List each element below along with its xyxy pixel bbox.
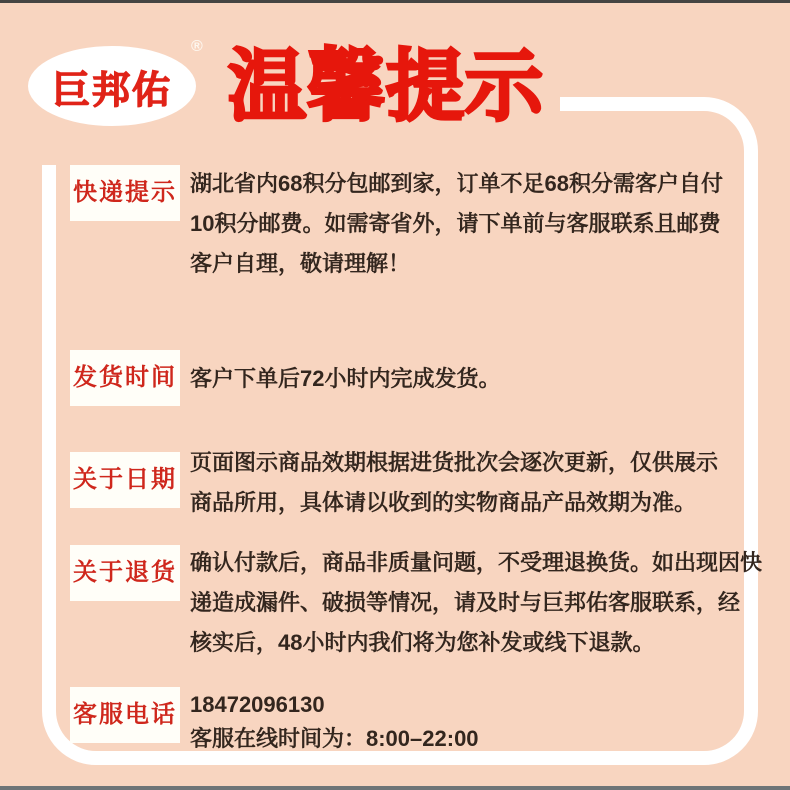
- photo-edge-bottom: [0, 786, 790, 790]
- content-line: 递造成漏件、破损等情况，请及时与巨邦佑客服联系，经: [190, 590, 741, 615]
- section-label: 快递提示: [70, 165, 180, 221]
- section-label: 客服电话: [70, 687, 180, 743]
- section-label: 关于日期: [70, 452, 180, 508]
- section-content: [190, 543, 770, 663]
- content-line: 页面图示商品效期根据进货批次会逐次更新，仅供展示: [190, 450, 719, 475]
- section-content: [190, 688, 770, 756]
- page-title: 温馨提示: [228, 42, 545, 130]
- brand-name: 巨邦佑: [51, 69, 172, 112]
- section-label: 关于退货: [70, 545, 180, 601]
- content-line: 客户自理，敬请理解！: [190, 251, 411, 276]
- content-line: 客户下单后72小时内完成发货。: [190, 366, 501, 391]
- phone-number: 18472096130: [190, 692, 325, 717]
- section-content: [190, 359, 770, 399]
- content-line: 湖北省内68积分包邮到家，订单不足68积分需客户自付: [190, 171, 723, 196]
- section-label: 发货时间: [70, 350, 180, 406]
- section-content: [190, 164, 770, 284]
- registered-trademark-icon: ®: [191, 38, 203, 55]
- content-line: 商品所用，具体请以收到的实物商品产品效期为准。: [190, 490, 697, 515]
- content-line: 10积分邮费。如需寄省外，请下单前与客服联系且邮费: [190, 211, 721, 236]
- service-hours: 客服在线时间为：8:00–22:00: [190, 726, 479, 751]
- content-line: 核实后，48小时内我们将为您补发或线下退款。: [190, 630, 655, 655]
- content-line: 确认付款后，商品非质量问题，不受理退换货。如出现因快: [190, 550, 763, 575]
- brand-logo: [28, 46, 196, 126]
- section-content: [190, 443, 770, 523]
